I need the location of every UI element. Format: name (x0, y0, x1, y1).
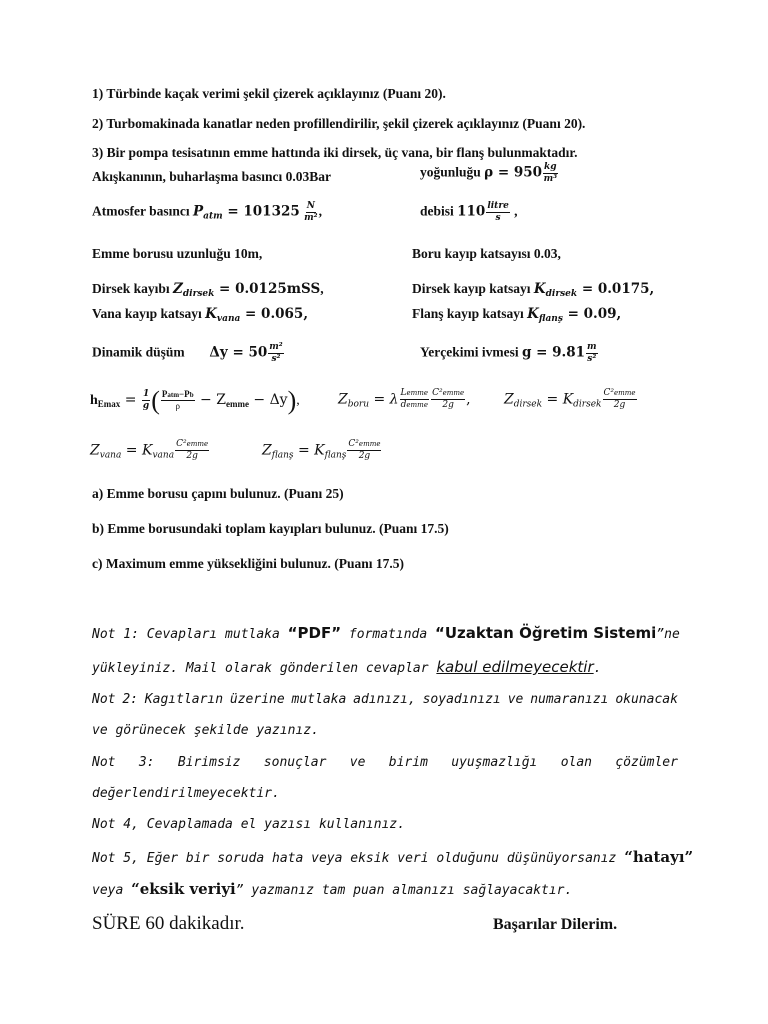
note-word: sonuçlar (263, 755, 327, 770)
flange-coef-sub: flanş (538, 314, 563, 324)
note-word: ve (507, 692, 524, 707)
note-word: Not (92, 755, 116, 770)
atm-unit-num: N (306, 201, 315, 211)
note-3-line-1 (92, 755, 678, 770)
elbow-coef-symbol: K (533, 281, 546, 297)
zboru-sub: boru (347, 399, 370, 410)
note-1-line-1 (92, 624, 680, 642)
flange-coef-value: = 0.09, (562, 306, 622, 322)
note-word: Birimsiz (177, 755, 241, 770)
atm-sub: atm (203, 211, 223, 222)
note-word: Kagıtların (144, 692, 224, 707)
zboru-f1-num: L (400, 388, 407, 398)
note-1-suffix: ”ne (656, 627, 680, 642)
dyn-unit-den: s² (271, 354, 281, 364)
gravity-label: Yerçekimi ivmesi (420, 344, 519, 360)
zflans-den: 2g (358, 451, 371, 461)
note-5-line-1 (92, 848, 693, 866)
note-word: uyuşmazlığı (451, 755, 538, 770)
zflans-num: C² (348, 439, 359, 449)
note-3-words (92, 755, 678, 770)
question-3-intro (92, 145, 676, 161)
valve-coef-sub: vana (216, 314, 241, 324)
flange-coef-symbol: K (527, 306, 539, 322)
note-5-line2-prefix: veya (92, 883, 132, 898)
atm-label: Atmosfer basıncı (92, 203, 190, 219)
note-1-period: . (593, 661, 602, 676)
flow-label: debisi (420, 203, 454, 219)
formula-z-flans (262, 440, 382, 461)
elbow-coef-label: Dirsek kayıp katsayı (412, 281, 531, 296)
flow-unit-num: litre (487, 201, 509, 211)
note-word: üzerine (229, 692, 285, 707)
dyn-label: Dinamik düşüm (92, 344, 185, 360)
note-word: soyadınızı (422, 692, 501, 707)
gravity-unit (586, 343, 598, 364)
note-1-system: “Uzaktan Öğretim Sistemi (435, 624, 657, 642)
atm-symbol: P (193, 203, 204, 220)
atmospheric-pressure: Atmosfer basıncı $P_{atm} = 101325$ $\frac{N}{\text{m²}}$ , (92, 201, 322, 223)
h-inner-p: P (161, 389, 168, 400)
elbow-coef-value: = 0.0175, (577, 281, 655, 297)
flange-coefficient (412, 306, 621, 324)
gravity-unit-den: s² (587, 354, 597, 364)
gravity-value: g = 9.81 (521, 344, 585, 361)
atm-unit-den: m² (304, 213, 318, 223)
density (420, 163, 559, 184)
h-z-sub: emme (225, 399, 249, 409)
flow-rate: debisi 110 $\frac{\text{litre}}{s}$ , (420, 201, 518, 223)
elbow-loss-symbol: Z (173, 281, 183, 297)
zvana-ksub: vana (152, 450, 175, 461)
zflans-sub: flanş (271, 450, 294, 461)
part-c: c) Maximum emme yüksekliğini bulunuz. (Puanı 17.5) (92, 556, 405, 571)
gravity (420, 343, 599, 364)
h-minus-dy: − Δy (248, 392, 288, 408)
dynamic-drop (92, 343, 285, 364)
exam-duration: SÜRE 60 dakikadır. (92, 913, 245, 934)
zboru-f2-num: C² (432, 388, 443, 398)
zflans-frac (347, 440, 381, 461)
zboru-f1-den-sub: emme (406, 401, 428, 409)
note-word: mutlaka (291, 692, 347, 707)
zflans-ksub: flanş (324, 450, 347, 461)
elbow-coef-sub: dirsek (545, 289, 578, 299)
zvana-lhs: Z (90, 442, 100, 459)
valve-coef-value: = 0.065, (240, 306, 309, 322)
elbow-loss-label: Dirsek kayıbı (92, 281, 170, 296)
part-a: a) Emme borusu çapını bulunuz. (Puanı 25) (92, 486, 344, 501)
h-equals: = (120, 392, 141, 408)
note-2-words (92, 692, 678, 707)
note-word: adınızı, (353, 692, 416, 707)
zvana-num-sub: emme (186, 440, 209, 448)
h-inner-frac (161, 390, 195, 411)
zboru-f2-num-sub: emme (442, 389, 465, 397)
h-frac-num: 1 (142, 389, 150, 400)
zboru-f1-den: d (400, 400, 407, 410)
elbow-loss-value: = 0.0125mSS (214, 281, 321, 297)
note-5-hata: “hatayı” (624, 848, 694, 866)
zdirsek-num-sub: emme (614, 389, 636, 397)
valve-coef-symbol: K (205, 306, 217, 322)
flow-value: 110 (457, 203, 486, 220)
formula-z-dirsek (504, 389, 638, 410)
zvana-num: C² (176, 439, 187, 449)
elbow-loss: Dirsek kayıbı $Z_{dirsek} = 0.0125mSS$, (92, 281, 324, 299)
part-b: b) Emme borusundaki toplam kayıpları bulunuz. (Puanı 17.5) (92, 521, 449, 536)
note-word: 2: (122, 692, 138, 707)
good-luck: Başarılar Dilerim. (493, 916, 618, 933)
zdirsek-num: C² (603, 388, 615, 398)
h-frac-den: g (142, 401, 150, 412)
zboru-f2-den: 2g (442, 400, 454, 410)
question-1: 1) Türbinde kaçak verimi şekil çizerek açıklayınız (Puanı 20). (92, 86, 446, 101)
formula-h-emax: $h_{Emax}$ = $\frac{1}{g}$ ( $\frac{\text{Patm−Pb}}{\rho}$ − $Z_{emme} - \Delta y$), (90, 386, 300, 415)
valve-coef-label: Vana kayıp katsayı (92, 306, 202, 321)
h-sub: Emax (97, 399, 121, 409)
zvana-sub: vana (99, 450, 122, 461)
dyn-unit-num: m² (269, 342, 283, 352)
dyn-value: Δy = 50 (209, 344, 268, 361)
zboru-lhs: Z (338, 391, 348, 408)
question-3-text: 3) Bir pompa tesisatının emme hattında iki dirsek, üç vana, bir flanş bulunmaktadır. (92, 145, 578, 160)
zdirsek-den: 2g (613, 400, 626, 410)
zflans-eq: = K (293, 442, 325, 459)
h-inner-den: ρ (175, 401, 180, 412)
note-1-mid: formatında (341, 627, 436, 642)
note-1-not-accepted: kabul edilmeyecektir (436, 658, 594, 676)
atm-value: = 101325 (222, 203, 300, 220)
note-word: numaranızı (530, 692, 609, 707)
note-5-text: Not 5, Eğer bir soruda hata veya eksik veri olduğunu düşünüyorsanız (92, 851, 625, 866)
note-word: birim (388, 755, 428, 770)
note-4: Not 4, Cevaplamada el yazısı kullanınız. (92, 817, 406, 832)
h-inner-minus: −P (179, 389, 190, 400)
note-3-line-2: değerlendirilmeyecektir. (92, 786, 280, 801)
note-word: Not (92, 692, 116, 707)
pipe-loss-coefficient: Boru kayıp katsayısı 0.03, (412, 246, 561, 261)
zdirsek-frac (603, 389, 637, 410)
note-2-line-2: ve görünecek şekilde yazınız. (92, 723, 319, 738)
formula-z-boru: $Z_{boru} = \lambda$ $\frac{\text{Lemme}}{\text{demme}}$ $\frac{\text{C²emme}}{2g}$ , (338, 388, 471, 410)
h-inner-p-sub: atm (167, 391, 180, 400)
note-word: 3: (138, 755, 155, 770)
zdirsek-ksub: dirsek (573, 399, 602, 410)
note-5-line-2 (92, 880, 572, 898)
gravity-unit-num: m (587, 342, 597, 352)
note-1-pdf: “PDF” (287, 624, 342, 642)
zboru-eq: = λ (369, 391, 399, 408)
h-symbol: h (90, 393, 98, 408)
zdirsek-lhs: Z (504, 391, 514, 408)
zdirsek-sub: dirsek (513, 399, 543, 410)
note-1-prefix: Not 1: Cevapları mutlaka (92, 627, 288, 642)
zvana-eq: = K (121, 442, 153, 459)
zvana-frac (175, 440, 209, 461)
h-minus-z: − Z (195, 392, 226, 408)
zboru-frac2 (431, 389, 465, 410)
zvana-den: 2g (186, 451, 198, 461)
valve-coefficient (92, 306, 308, 324)
density-value: ρ = 950 (484, 164, 543, 181)
zboru-f1-num-sub: emme (406, 389, 429, 397)
pipe-length: Emme borusu uzunluğu 10m, (92, 246, 263, 261)
density-unit (543, 163, 558, 184)
dyn-unit (268, 343, 283, 364)
density-unit-num: kg (544, 162, 557, 172)
note-5-line2-suffix: ” yazmanız tam puan almanızı sağlayacaktır. (235, 883, 573, 898)
h-frac (142, 390, 150, 411)
flange-coef-label: Flanş kayıp katsayı (412, 306, 524, 321)
elbow-loss-sub: dirsek (182, 289, 215, 299)
h-inner-b-sub: b (189, 391, 194, 400)
flow-unit-den: s (495, 213, 501, 223)
atm-unit (304, 202, 317, 223)
flow-unit (486, 202, 509, 223)
density-unit-den: m³ (543, 174, 558, 184)
zdirsek-eq: = K (542, 391, 574, 408)
formula-z-vana (90, 440, 210, 461)
note-1-line2-text: yükleyiniz. Mail olarak gönderilen cevaplar (92, 661, 437, 676)
note-5-eksik: “eksik veriyi (131, 880, 236, 898)
note-word: çözümler (615, 755, 678, 770)
zboru-frac1 (400, 389, 430, 410)
elbow-coefficient (412, 281, 654, 299)
note-2-line-1 (92, 692, 678, 707)
note-word: okunacak (615, 692, 678, 707)
density-label: yoğunluğu (420, 164, 481, 180)
zflans-num-sub: emme (358, 440, 381, 448)
question-2: 2) Turbomakinada kanatlar neden profillendirilir, şekil çizerek açıklayınız (Puanı 20). (92, 116, 586, 131)
note-1-line-2 (92, 658, 601, 676)
zflans-lhs: Z (262, 442, 272, 459)
note-word: ve (349, 755, 366, 770)
vapor-pressure: Akışkanının, buharlaşma basıncı 0.03Bar (92, 169, 331, 184)
note-word: olan (560, 755, 592, 770)
